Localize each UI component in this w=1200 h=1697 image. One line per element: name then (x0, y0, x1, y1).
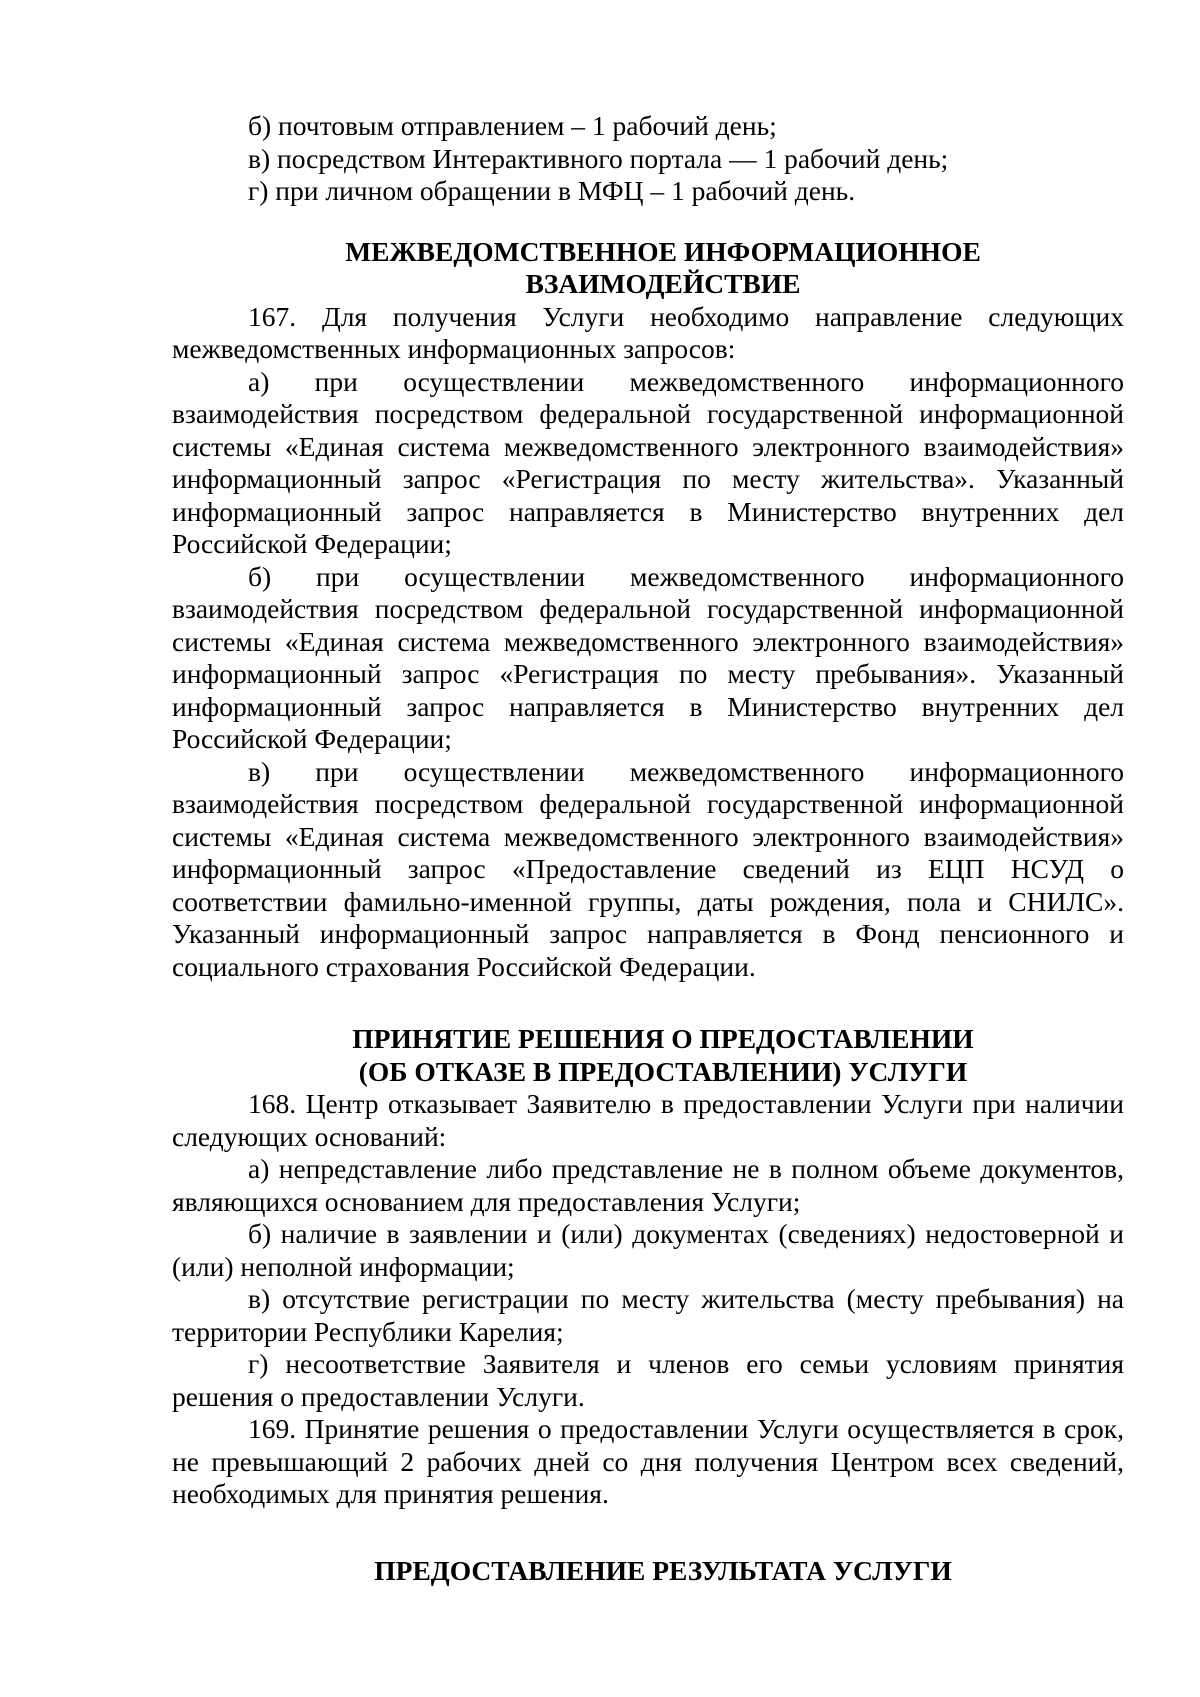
heading-line: ПРИНЯТИЕ РЕШЕНИЯ О ПРЕДОСТАВЛЕНИИ (352, 1023, 974, 1054)
list-item-g-nonconformity: г) несоответствие Заявителя и членов его семьи условиям принятия решения о предоставлении Услуги. (172, 1348, 1124, 1412)
list-item-b-post: б) почтовым отправлением – 1 рабочий день; (248, 110, 777, 141)
heading-line: МЕЖВЕДОМСТВЕННОЕ ИНФОРМАЦИОННОЕ (345, 235, 981, 267)
paragraph-167: 167. Для получения Услуги необходимо направление следующих межведомственных информационных запросов: (172, 300, 1124, 364)
heading-line: (ОБ ОТКАЗЕ В ПРЕДОСТАВЛЕНИИ) УСЛУГИ (358, 1055, 968, 1087)
section-heading-interagency (172, 236, 1124, 301)
list-item-a-documents: а) непредставление либо представление не в полном объеме документов, являющихся основанием для предоставления Услуги; (172, 1153, 1124, 1217)
section-heading-result (172, 1555, 1124, 1588)
list-item-g-mfc: г) при личном обращении в МФЦ – 1 рабочий день. (248, 175, 856, 206)
heading-line: ПРЕДОСТАВЛЕНИЕ РЕЗУЛЬТАТА УСЛУГИ (374, 1554, 952, 1586)
list-item-v-portal: в) посредством Интерактивного портала — 1 рабочий день; (248, 142, 949, 174)
heading-line: ВЗАИМОДЕЙСТВИЕ (525, 268, 801, 299)
paragraph-169: 169. Принятие решения о предоставлении Услуги осуществляется в срок, не превышающий 2 рабочих дней со дня получения Центром всех сведений, необходимых для принятия решения. (172, 1413, 1124, 1509)
list-item-a-residence: а) при осуществлении межведомственного информационного взаимодействия посредством федеральной государственной информационной системы «Единая система межведомственного электронного взаимодействия» информационный запрос «Регистрация по месту жительства». Указанный информационный запрос направляется в Министерство внутренних дел Российской Федерации; (172, 365, 1124, 559)
list-item-v-snils: в) при осуществлении межведомственного информационного взаимодействия посредством федеральной государственной информационной системы «Единая система межведомственного электронного взаимодействия» информационный запрос «Предоставление сведений из ЕЦП НСУД о соответствии фамильно-именной группы, даты рождения, пола и СНИЛС». Указанный информационный запрос направляется в Фонд пенсионного и социального страхования Российской Федерации. (172, 755, 1124, 982)
list-item-b-stay: б) при осуществлении межведомственного информационного взаимодействия посредством федеральной государственной информационной системы «Единая система межведомственного электронного взаимодействия» информационный запрос «Регистрация по месту пребывания». Указанный информационный запрос направляется в Министерство внутренних дел Российской Федерации; (172, 560, 1124, 754)
document-page (172, 110, 1124, 1587)
section-heading-decision (172, 1023, 1124, 1088)
list-item-v-no-registration: в) отсутствие регистрации по месту жительства (месту пребывания) на территории Республики Карелия; (172, 1283, 1124, 1347)
paragraph-168: 168. Центр отказывает Заявителю в предоставлении Услуги при наличии следующих оснований: (172, 1088, 1124, 1152)
list-item-b-unreliable: б) наличие в заявлении и (или) документах (сведениях) недостоверной и (или) неполной информации; (172, 1218, 1124, 1282)
